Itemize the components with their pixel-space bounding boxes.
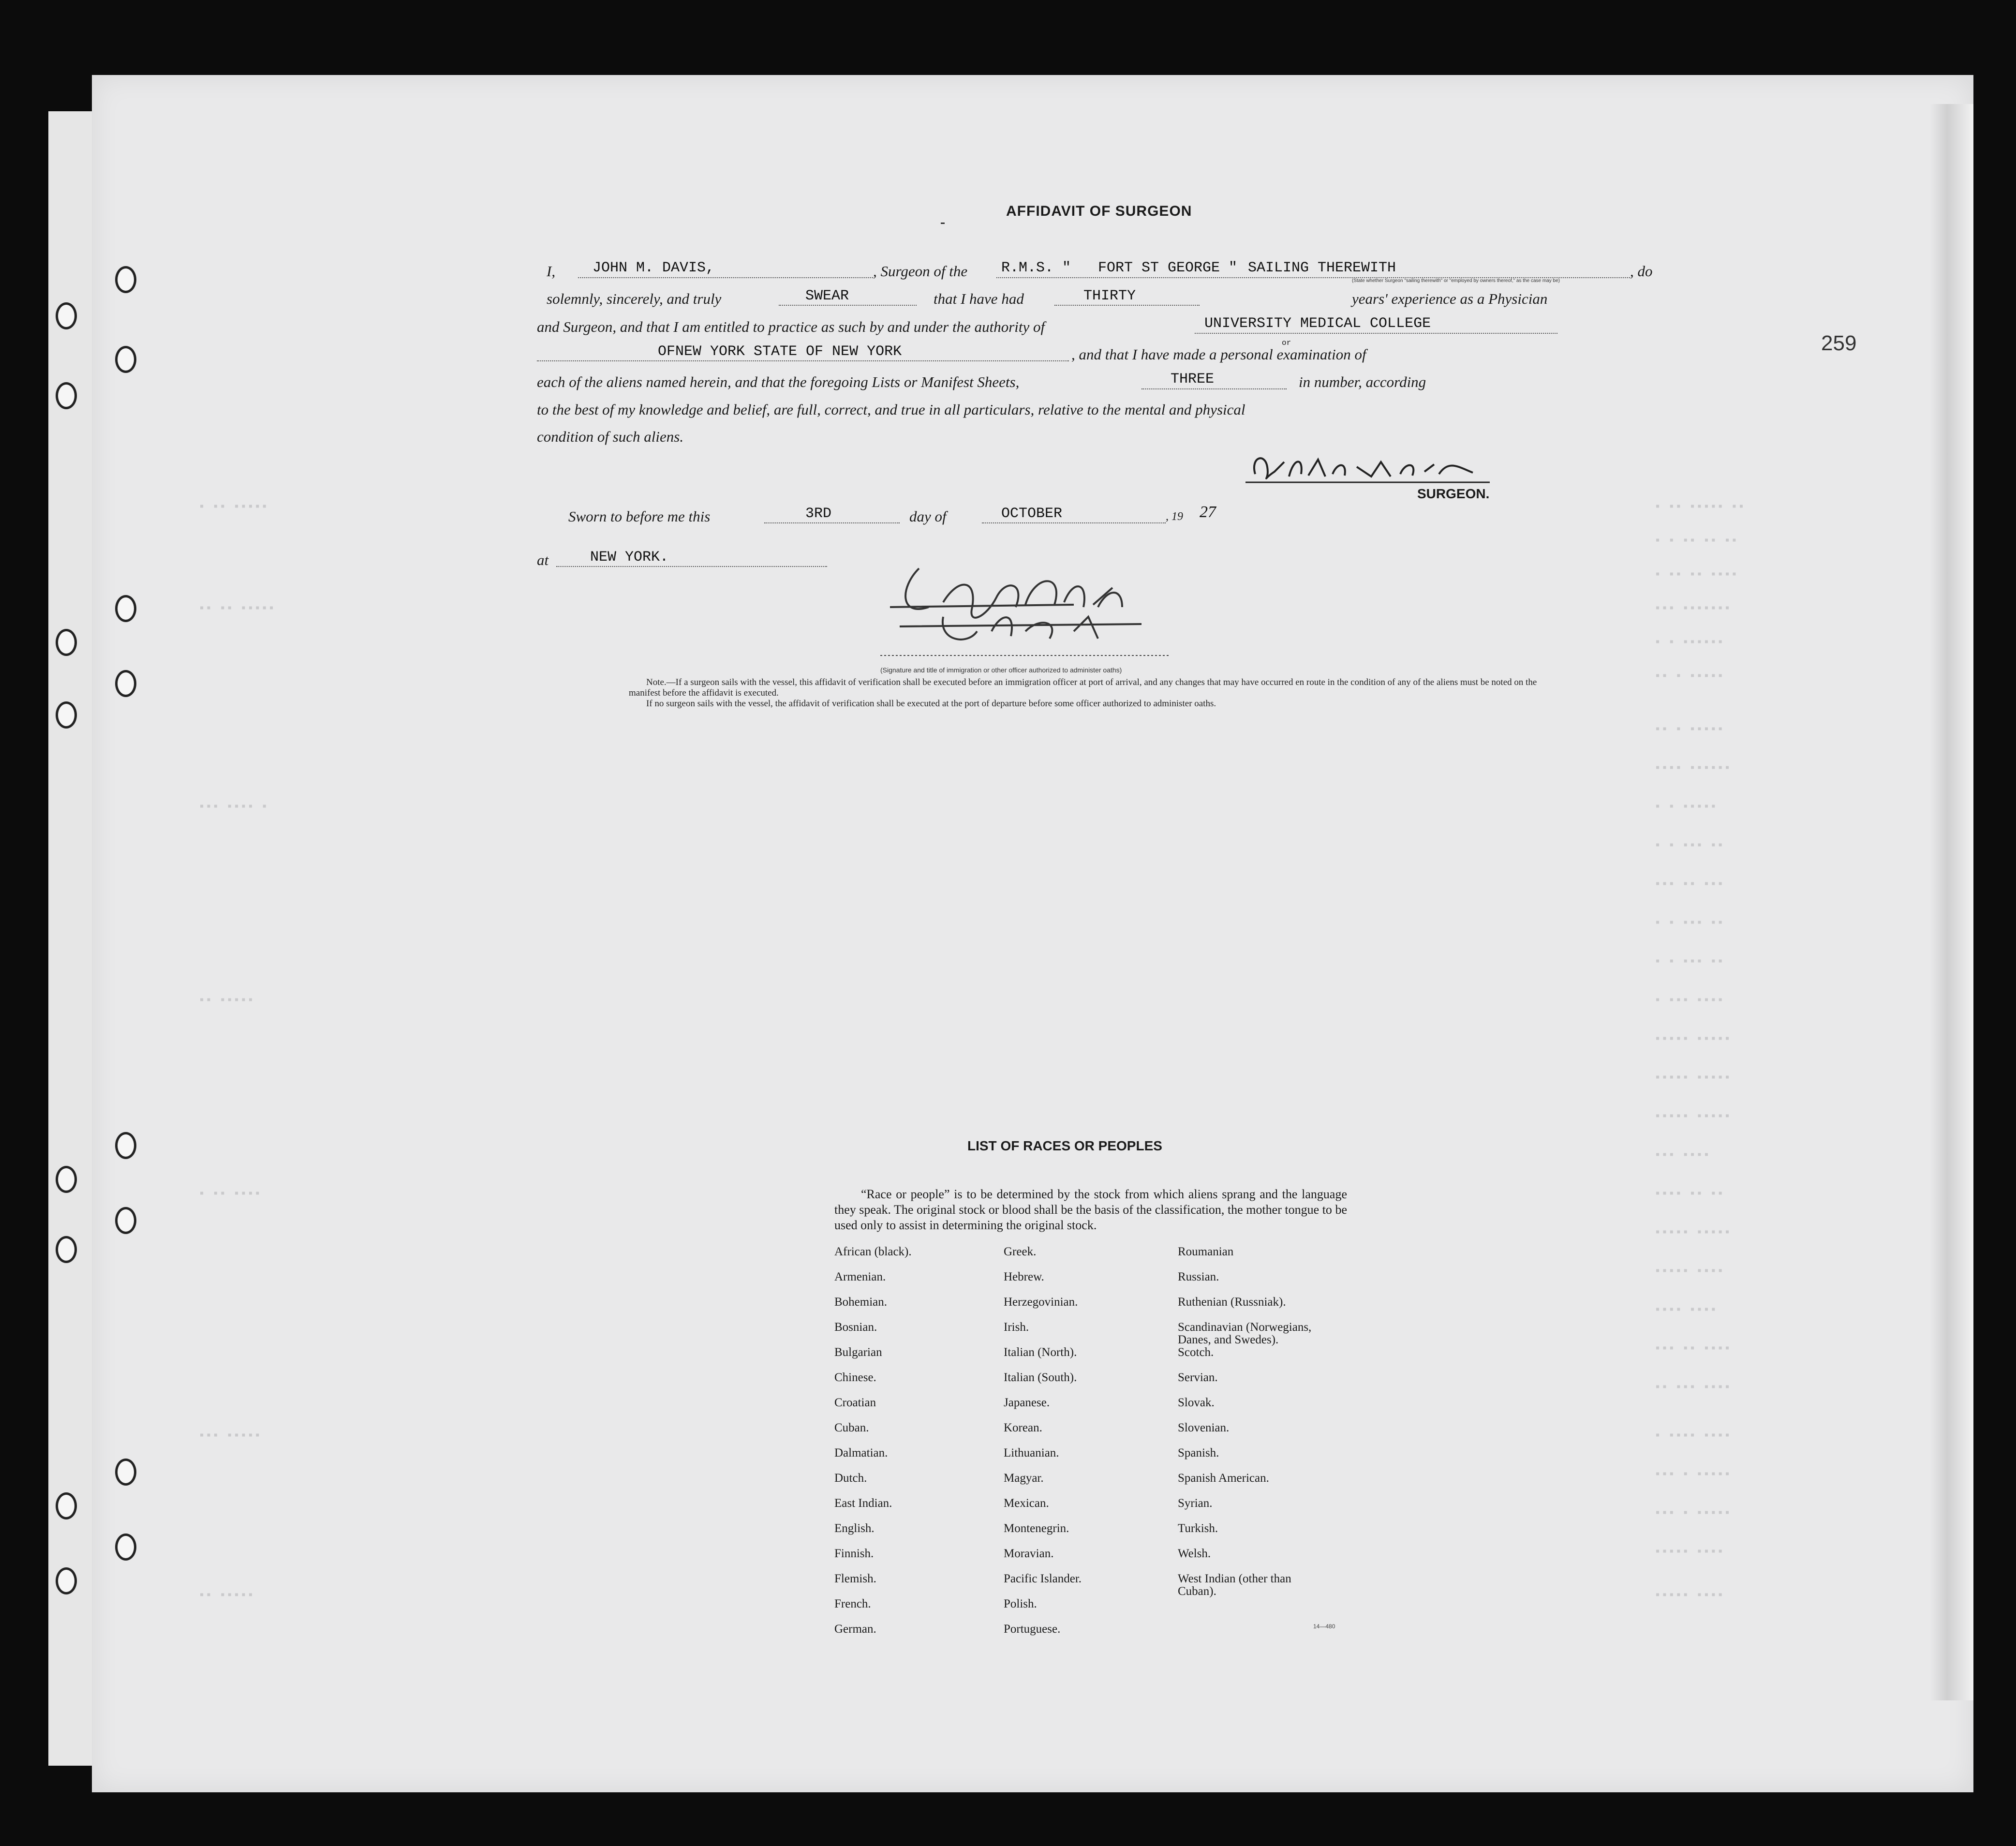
race-item: English. (834, 1522, 875, 1535)
sheets-count: THREE (1171, 371, 1215, 387)
race-item: Ruthenian (Russniak). (1178, 1295, 1286, 1309)
affidavit-text: in number, according (1299, 373, 1426, 390)
race-item: Japanese. (1004, 1396, 1050, 1409)
binder-hole (56, 382, 77, 409)
authority-2: OFNEW YORK STATE OF NEW YORK (658, 343, 902, 360)
race-item: Slovak. (1178, 1396, 1215, 1409)
race-item: Italian (South). (1004, 1371, 1077, 1384)
race-item: Italian (North). (1004, 1346, 1077, 1359)
binder-hole (115, 595, 136, 622)
race-item: Polish. (1004, 1597, 1037, 1610)
sworn-year: 27 (1200, 503, 1216, 521)
page-number: 259 (1821, 331, 1857, 355)
fill-line (982, 522, 1166, 523)
binder-hole (115, 1533, 136, 1561)
affidavit-text: at (537, 551, 549, 568)
fill-line (1141, 388, 1287, 389)
fill-line (556, 566, 827, 567)
affidavit-text: , and that I have made a personal examination of (1071, 346, 1366, 363)
title-mark (941, 223, 945, 224)
binder-hole (115, 266, 136, 293)
surgeon-name: JOHN M. DAVIS, (593, 260, 715, 276)
note-1: Note.—If a surgeon sails with the vessel, this affidavit of verification shall be executed before an immigration officer at port of arrival, and any changes that may have occurred en route in the condition of any of the aliens must be noted on the manifest before the affidavit is executed. (629, 677, 1537, 698)
race-item: Spanish American. (1178, 1472, 1269, 1485)
race-item: Dalmatian. (834, 1446, 888, 1459)
sworn-place: NEW YORK. (590, 549, 669, 566)
race-item: Croatian (834, 1396, 876, 1409)
race-item: Dutch. (834, 1472, 867, 1485)
race-item: Irish. (1004, 1321, 1029, 1334)
binder-hole (115, 346, 136, 373)
race-item: Spanish. (1178, 1446, 1219, 1459)
races-column-2 (1004, 1246, 1082, 1648)
fill-line (1195, 333, 1557, 334)
manifest-page: 259 ▪ ▪▪ ▪▪▪▪▪ ▪▪ ▪ ▪ ▪▪ ▪▪ ▪▪ ▪ ▪▪ ▪▪ ▪▪▪▪ ▪▪▪ ▪▪▪▪▪▪▪ ▪ ▪ ▪▪▪▪▪▪ ▪▪ ▪ ▪▪▪▪▪ ▪▪ ▪ ▪▪▪▪▪ ▪▪▪▪ ▪▪▪▪▪▪ ▪ ▪ ▪▪▪▪▪ ▪ ▪ ▪▪▪ ▪▪ ▪▪▪ ▪▪ ▪▪▪ ▪ ▪ ▪▪▪ ▪▪ ▪ ▪ ▪▪▪ ▪▪ ▪ ▪▪▪ ▪▪▪▪ ▪▪▪▪▪ ▪▪▪▪▪ ▪▪▪▪▪ ▪▪▪▪▪ ▪▪▪▪▪ ▪▪▪▪▪ ▪▪▪ ▪▪▪▪ ▪▪▪▪ ▪▪ ▪▪ ▪▪▪▪▪ ▪▪▪▪▪ ▪▪▪▪▪ ▪▪▪▪ ▪▪▪▪ ▪▪▪▪ ▪▪▪ ▪▪ ▪▪▪▪ ▪▪ ▪▪▪ ▪▪▪▪ ▪ ▪▪▪▪ ▪▪▪▪ ▪▪▪ ▪ ▪▪▪▪▪ ▪▪▪ ▪ ▪▪▪▪▪ ▪▪▪▪▪ ▪▪▪▪ ▪▪▪▪▪ ▪▪▪▪ ▪ ▪▪ ▪▪▪▪▪ ▪▪ ▪▪ ▪▪▪▪▪ ▪▪▪ ▪▪▪▪ ▪ ▪▪ ▪▪▪▪▪ ▪ ▪▪ ▪▪▪▪ ▪▪▪ ▪▪▪▪▪ ▪▪ ▪▪▪▪▪ AFFIDAVIT OF SURGEON I, JOHN M. DAVIS, , Surgeon of the R.M.S. " FORT ST GEORGE " SAILING THEREWITH , do (State whether Surgeon "sailing therewith" or "employed by owners thereof," as the case may be) solemnly, sincerely, and truly SWEAR that I have had THIRTY years' experience as a Physician and Surgeon, and that I am entitled to practice as such by and under the authority of UNIVERSITY MEDICAL COLLEGE OFNEW YORK STATE OF NEW YORK , and that I have made a personal examination of or each of the aliens named herein, and that the foregoing Lists or Manifest Sheets, THREE in number, according to the best of my knowledge and belief, are full, correct, and true in all particulars, relative to the mental and physical condition of such aliens. SURGEON. Sworn to before me this 3RD day of OCTOBER , 19 27 at NEW YORK. (Signature and title of immigration or other officer authorized to administer oaths) Note.—If a surgeon sails with the vessel, this affidavit of verification shall be executed before an immigration officer at port of arrival, and any changes that may have occurred en route in the condition of any of the aliens must be noted on the manifest before the affidavit is executed. If no surgeon sails with the vessel, the affidavit of verification shall be executed at the port of departure before some officer authorized to administer oaths. LIST OF RACES OR PEOPLES “Race or people” is to be determined by the stock from which aliens sprang and the language they speak. The original stock or blood shall be the basis of the classification, the mother tongue to be used only to assist in determining the original stock. African (black). Armenian. Bohemian. Bosnian. Bulgarian Chinese. Croatian Cuban. Dalmatian. Dutch. East Indian. English. Finnish. Flemish. French. German. Greek. Hebrew. Herzegovinian. Irish. Italian (North). Italian (South). Japanese. Korean. Lithuanian. Magyar. Mexican. Montenegrin. Moravian. Pacific Islander. Polish. Portuguese. Roumanian Russian. Ruthenian (Russniak). Scandinavian (Norwegians, Danes, and Swedes). Scotch. Servian. Slovak. Slovenian. Spanish. Spanish American. Syrian. Turkish. Welsh. West Indian (other than Cuban). 14—480 (92, 75, 1973, 1792)
vessel-suffix: " (1229, 260, 1238, 276)
affidavit-text: each of the aliens named herein, and that the foregoing Lists or Manifest Sheets, (537, 373, 1020, 390)
binder-hole (115, 670, 136, 697)
fill-line (537, 360, 1069, 361)
affidavit-text: and Surgeon, and that I am entitled to practice as such by and under the authority of (537, 318, 1045, 335)
race-item: Montenegrin. (1004, 1522, 1069, 1535)
affidavit-text: that I have had (934, 290, 1024, 307)
affidavit-text: to the best of my knowledge and belief, are full, correct, and true in all particulars, relative to the mental and physical (537, 401, 1245, 418)
affidavit-text: , Surgeon of the (873, 263, 968, 280)
binder-hole (115, 1207, 136, 1234)
races-column-3 (1178, 1246, 1311, 1598)
race-item: Servian. (1178, 1371, 1218, 1384)
affidavit-text: solemnly, sincerely, and truly (547, 290, 722, 307)
races-title: LIST OF RACES OR PEOPLES (967, 1138, 1162, 1153)
race-item: Scotch. (1178, 1346, 1214, 1359)
race-item: Russian. (1178, 1270, 1219, 1283)
binder-hole (56, 1492, 77, 1519)
note-block (629, 677, 1567, 709)
officer-caption: (Signature and title of immigration or other officer authorized to administer oaths) (880, 666, 1122, 674)
binder-hole (115, 1459, 136, 1486)
race-item: Pacific Islander. (1004, 1572, 1082, 1585)
race-item: West Indian (other than Cuban). (1178, 1572, 1291, 1598)
vessel-name: FORT ST GEORGE (1098, 260, 1220, 276)
race-item: African (black). (834, 1245, 912, 1258)
affidavit-text: , 19 (1166, 510, 1183, 523)
affidavit-text: I, (547, 263, 556, 280)
form-code: 14—480 (1313, 1623, 1335, 1630)
race-item: Portuguese. (1004, 1623, 1061, 1636)
affidavit-text: years' experience as a Physician (1352, 290, 1548, 307)
race-item: Magyar. (1004, 1472, 1044, 1485)
vessel-prefix: R.M.S. " (1001, 260, 1071, 276)
affidavit-text: , do (1630, 263, 1653, 280)
race-item: German. (834, 1623, 876, 1636)
binder-hole (56, 1166, 77, 1193)
binder-hole (56, 629, 77, 656)
race-item: Lithuanian. (1004, 1446, 1059, 1459)
race-item: Hebrew. (1004, 1270, 1044, 1283)
affidavit-text: condition of such aliens. (537, 428, 684, 445)
race-item: East Indian. (834, 1497, 892, 1510)
race-item: Turkish. (1178, 1522, 1218, 1535)
fill-line (779, 305, 917, 306)
binder-hole (56, 701, 77, 729)
sworn-day: 3RD (805, 506, 832, 522)
oath: SWEAR (805, 288, 849, 304)
sworn-month: OCTOBER (1001, 506, 1063, 522)
officer-signature (871, 559, 1180, 663)
fill-line (1054, 305, 1200, 306)
authority-1: UNIVERSITY MEDICAL COLLEGE (1204, 315, 1431, 332)
races-intro: “Race or people” is to be determined by the stock from which aliens sprang and the language they speak. The original stock or blood shall be the basis of the classification, the mother tongue to be used only to assist in determining the original stock. (834, 1187, 1347, 1232)
race-item: Moravian. (1004, 1547, 1054, 1560)
affidavit-text: day of (909, 508, 947, 525)
surgeon-label: SURGEON. (1417, 486, 1490, 501)
race-item: Bohemian. (834, 1295, 888, 1309)
race-item: Roumanian (1178, 1245, 1234, 1258)
state-note: (State whether Surgeon "sailing therewith" or "employed by owners thereof," as the case may be) (1352, 278, 1560, 283)
race-item: Mexican. (1004, 1497, 1049, 1510)
years-experience: THIRTY (1083, 288, 1136, 304)
race-item: Cuban. (834, 1421, 869, 1434)
race-item: Greek. (1004, 1245, 1037, 1258)
race-item: French. (834, 1597, 871, 1610)
binder-hole (115, 1132, 136, 1159)
race-item: Slovenian. (1178, 1421, 1230, 1434)
page-curl (1930, 104, 1973, 1700)
race-item: Scandinavian (Norwegians, Danes, and Swedes). (1178, 1321, 1312, 1346)
race-item: Armenian. (834, 1270, 886, 1283)
binder-hole (56, 302, 77, 329)
race-item: Chinese. (834, 1371, 876, 1384)
race-item: Korean. (1004, 1421, 1042, 1434)
affidavit-title: AFFIDAVIT OF SURGEON (1006, 203, 1192, 219)
sailing-status: SAILING THEREWITH (1248, 260, 1396, 276)
note-2: If no surgeon sails with the vessel, the affidavit of verification shall be executed at the port of departure before some officer authorized to administer oaths. (646, 699, 1216, 709)
fill-line (764, 522, 900, 523)
race-item: Syrian. (1178, 1497, 1213, 1510)
race-item: Flemish. (834, 1572, 876, 1585)
race-item: Bosnian. (834, 1321, 877, 1334)
affidavit-text: Sworn to before me this (568, 508, 711, 525)
races-column-1 (834, 1246, 912, 1648)
race-item: Welsh. (1178, 1547, 1211, 1560)
race-item: Bulgarian (834, 1346, 882, 1359)
race-item: Finnish. (834, 1547, 874, 1560)
binder-hole (56, 1567, 77, 1594)
binder-hole (56, 1236, 77, 1263)
surgeon-signature (1245, 447, 1492, 486)
fill-line (578, 277, 873, 278)
race-item: Herzegovinian. (1004, 1295, 1078, 1309)
authority-mark: or (1282, 339, 1291, 347)
